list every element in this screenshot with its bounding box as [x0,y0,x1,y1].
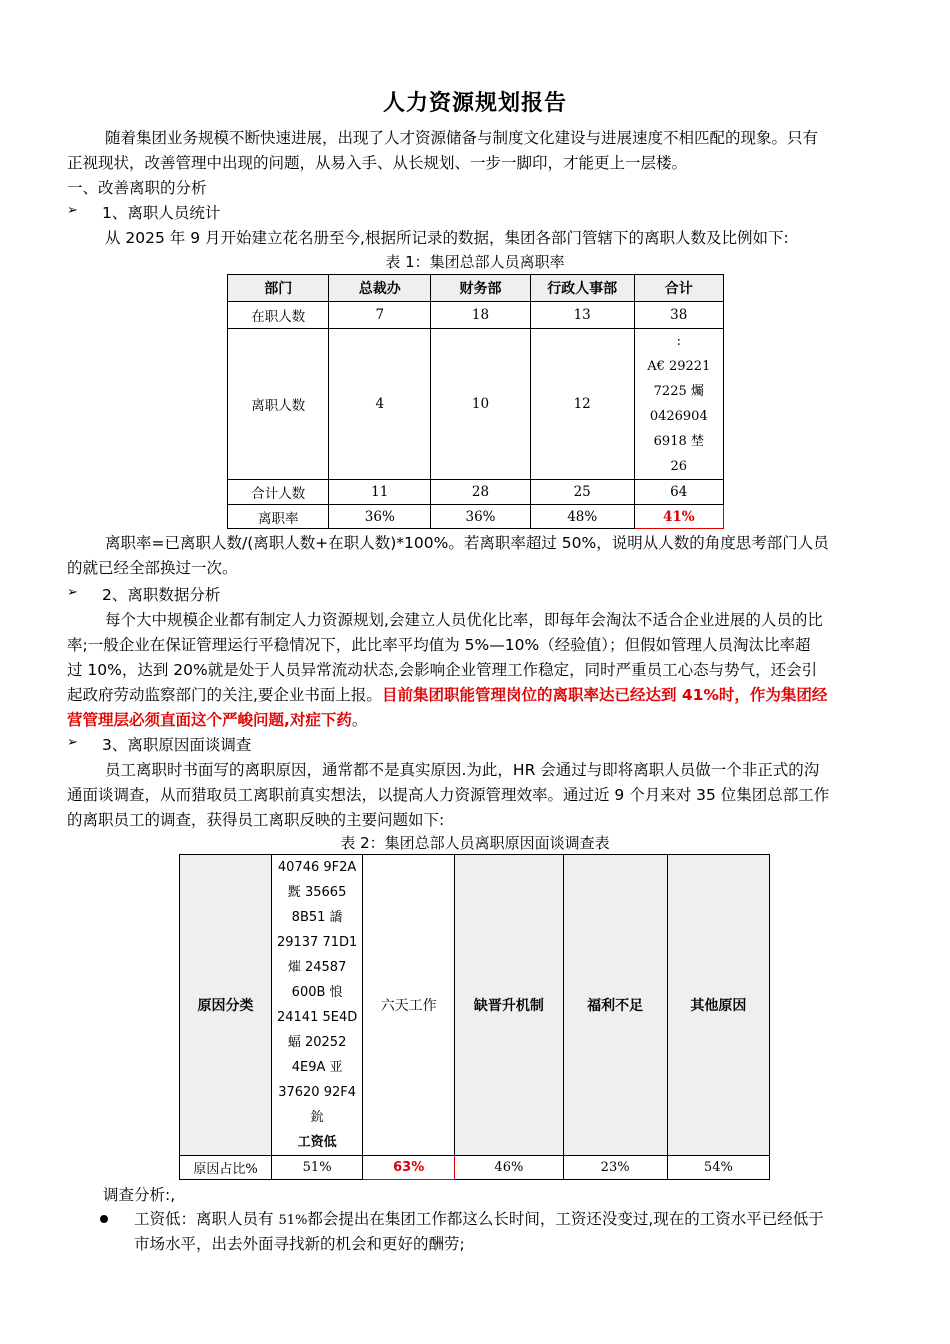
bullet1-text: 工资低：离职人员有 [134,1210,279,1228]
table1-cell: 离职率 [228,505,329,529]
garbled-line: 熣 24587 [287,960,347,975]
bullet1-line-1 [134,1207,883,1233]
table1-cell: 12 [530,329,634,480]
intro-line-1: 随着集团业务规模不断快速进展，出现了人才资源储备与制度文化建设与进展速度不相匹配的现象。只有 [105,129,819,147]
garbled-line: 4E9A 亚 [291,1060,343,1075]
garbled-line: 8B51 譑 [291,910,343,925]
table1-cell: 在职人数 [228,302,329,329]
bullet1-percent: 51% [278,1213,308,1228]
garbled-line: 7225 爥 [653,384,704,399]
table1-cell: 合计人数 [228,480,329,505]
table1-header: 行政人事部 [530,275,634,302]
table2-header: 缺晋升机制 [455,855,563,1156]
rate-text-2: 的就已经全部换过一次。 [67,559,238,577]
sub1-text: 从 2025 年 9 月开始建立花名册至今,根据所记录的数据，集团各部门管辖下的离职人数及比例如下: [105,229,789,247]
analysis-line-1: 每个大中规模企业都有制定人力资源规划,会建立人员优化比率，即每年会淘汰不适合企业进展的人员的比 [105,611,823,629]
garbled-line: A€ 29221 [647,359,711,374]
garbled-line: 工资低 [297,1135,337,1150]
table1-garbled-cell [634,329,723,480]
survey-line-2: 通面谈调查，从而猎取员工离职前真实想法，以提高人力资源管理效率。通过近 9 个月来对 35 位集团总部工作 [67,786,830,804]
garbled-line: 0426904 [649,409,708,424]
table1-cell: 36% [431,505,531,529]
analysis-text: 起政府劳动监察部门的关注,要企业书面上报。 [67,686,382,704]
table2-highlight-cell: 63% [363,1156,455,1180]
turnover-table [227,274,724,529]
table2-header: 原因分类 [180,855,272,1156]
table1-total-rate: 41% [634,505,723,529]
table2-cell: 23% [563,1156,667,1180]
table1-cell: 64 [634,480,723,505]
table1-header: 部门 [228,275,329,302]
analysis-line-4 [67,683,883,707]
table1-header: 总裁办 [329,275,431,302]
rate-text-1: 离职率=已离职人数/(离职人数+在职人数)*100%。若离职率超过 50%，说明从人数的角度思考部门人员 [105,534,829,552]
bullet1-text: 都会提出在集团工作都这么长时间，工资还没变过,现在的工资水平已经低于 [307,1210,824,1228]
table1-header: 财务部 [431,275,531,302]
garbled-line: 40746 9F2A [277,860,357,875]
analysis-highlight: 目前集团职能管理岗位的离职率达已经达到 41%时，作为集团经 [381,686,828,704]
table2-header: 福利不足 [563,855,667,1156]
table1-cell: 离职人数 [228,329,329,480]
subheading-2: 2、离职数据分析 [102,586,221,604]
table1-cell: 28 [431,480,531,505]
table2-header: 其他原因 [667,855,769,1156]
subheading-3: 3、离职原因面谈调查 [102,736,252,754]
bullet1-line-2: 市场水平，出去外面寻找新的机会和更好的酬劳; [134,1235,465,1253]
garbled-line: 鈗 [310,1110,324,1125]
table1-cell: 7 [329,302,431,329]
analysis-line-2: 率;一般企业在保证管理运行平稳情况下，此比率平均值为 5%—10%（经验值）；但假如管理人员淘汰比率超 [67,636,811,654]
table2-cell: 46% [455,1156,563,1180]
analysis-text: 。 [351,711,368,729]
garbled-line: 600B 悢 [291,985,343,1000]
garbled-line: : [676,334,681,349]
garbled-line: 黖 35665 [287,885,347,900]
table1-cell: 36% [329,505,431,529]
table1-cell: 4 [329,329,431,480]
table2-header: 六天工作 [363,855,455,1156]
page-title: 人力资源规划报告 [382,91,567,116]
garbled-line: 26 [670,459,688,474]
analysis-line-5 [67,708,883,732]
arrow-bullet-icon: ➢ [67,203,78,218]
table2-cell: 54% [667,1156,769,1180]
table1-cell: 13 [530,302,634,329]
table2-cell: 51% [272,1156,363,1180]
table2-garbled-cell [272,855,363,1156]
table1-caption: 表 1：集团总部人员离职率 [385,253,565,271]
table2-cell: 原因占比% [180,1156,272,1180]
garbled-line: 37620 92F4 [278,1085,356,1100]
section-heading: 一、改善离职的分析 [67,179,207,197]
arrow-bullet-icon: ➢ [67,735,78,750]
garbled-line: 6918 埜 [653,434,704,449]
analysis-highlight: 营管理层必须直面这个严峻问题,对症下药 [67,711,352,729]
survey-analysis-label: 调查分析:, [103,1186,176,1204]
reasons-table [179,854,770,1180]
table1-cell: 38 [634,302,723,329]
table1-cell: 11 [329,480,431,505]
table1-cell: 10 [431,329,531,480]
table1-cell: 48% [530,505,634,529]
subheading-1: 1、离职人员统计 [102,204,221,222]
table1-header: 合计 [634,275,723,302]
garbled-line: 蝠 20252 [287,1035,347,1050]
table2-caption: 表 2：集团总部人员离职原因面谈调查表 [340,834,610,852]
analysis-line-3: 过 10%，达到 20%就是处于人员异常流动状态,会影响企业管理工作稳定，同时严重员工心态与势气，还会引 [67,661,818,679]
intro-line-2: 正视现状，改善管理中出现的问题，从易入手、从长规划、一步一脚印，才能更上一层楼。 [67,154,688,172]
arrow-bullet-icon: ➢ [67,585,78,600]
garbled-line: 29137 71D1 [276,935,358,950]
garbled-line: 24141 5E4D [276,1010,358,1025]
survey-line-1: 员工离职时书面写的离职原因，通常都不是真实原因.为此，HR 会通过与即将离职人员做一个非正式的沟 [105,761,820,779]
table1-cell: 25 [530,480,634,505]
table1-cell: 18 [431,302,531,329]
bullet-dot-icon [100,1215,108,1223]
survey-line-3: 的离职员工的调查，获得员工离职反映的主要问题如下: [67,811,445,829]
